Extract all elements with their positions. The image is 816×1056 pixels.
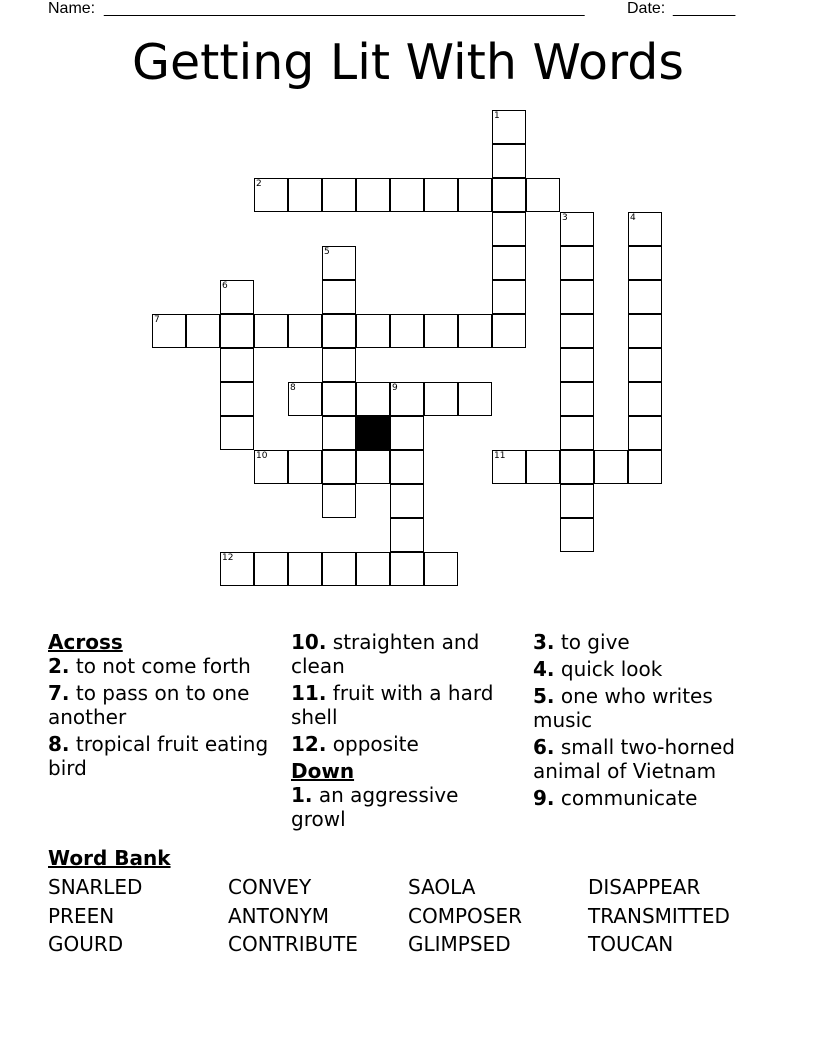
grid-cell[interactable] — [458, 314, 492, 348]
clue-number: 5. — [533, 684, 555, 708]
grid-cell[interactable] — [288, 552, 322, 586]
word-bank-word: TOUCAN — [588, 932, 674, 956]
grid-cell[interactable] — [322, 450, 356, 484]
clue-across-10 — [291, 630, 516, 678]
cell-number: 2 — [256, 179, 262, 189]
grid-cell[interactable] — [560, 416, 594, 450]
clue-down-6 — [533, 735, 773, 783]
clues-column-1 — [48, 630, 273, 783]
grid-cell[interactable] — [220, 280, 254, 314]
clue-text: to pass on to one another — [48, 681, 250, 729]
clue-number: 1. — [291, 783, 313, 807]
clue-down-1 — [291, 783, 516, 831]
date-label: Date: — [627, 0, 666, 17]
clue-number: 6. — [533, 735, 555, 759]
clue-down-4 — [533, 657, 773, 681]
grid-cell[interactable] — [152, 314, 186, 348]
grid-cell[interactable] — [560, 518, 594, 552]
grid-cell[interactable] — [424, 552, 458, 586]
grid-cell[interactable] — [390, 484, 424, 518]
word-bank-word: GOURD — [48, 932, 124, 956]
grid-cell[interactable] — [492, 178, 526, 212]
grid-cell[interactable] — [492, 110, 526, 144]
clue-number: 8. — [48, 732, 70, 756]
grid-cell[interactable] — [288, 382, 322, 416]
grid-cell[interactable] — [526, 450, 560, 484]
grid-cell[interactable] — [186, 314, 220, 348]
clue-across-11 — [291, 681, 516, 729]
clue-across-8 — [48, 732, 273, 780]
grid-cell[interactable] — [560, 484, 594, 518]
clues-column-2 — [291, 630, 516, 834]
grid-cell[interactable] — [322, 314, 356, 348]
grid-cell[interactable] — [220, 382, 254, 416]
word-bank-word: DISAPPEAR — [588, 875, 701, 899]
grid-cell[interactable] — [254, 450, 288, 484]
grid-cell[interactable] — [458, 382, 492, 416]
grid-cell[interactable] — [356, 552, 390, 586]
cell-number: 1 — [494, 111, 500, 121]
grid-cell[interactable] — [390, 552, 424, 586]
clue-text: communicate — [560, 786, 698, 810]
down-heading: Down — [291, 759, 355, 783]
grid-cell[interactable] — [322, 246, 356, 280]
clues-column-3 — [533, 630, 773, 813]
grid-cell[interactable] — [254, 314, 288, 348]
word-bank-word: GLIMPSED — [408, 932, 511, 956]
grid-cell[interactable] — [560, 450, 594, 484]
clue-across-7 — [48, 681, 273, 729]
clue-number: 4. — [533, 657, 555, 681]
word-bank-word: SNARLED — [48, 875, 143, 899]
grid-cell[interactable] — [322, 382, 356, 416]
clue-text: quick look — [560, 657, 663, 681]
cell-number: 9 — [392, 383, 398, 393]
grid-cell[interactable] — [288, 178, 322, 212]
cell-number: 12 — [222, 553, 234, 563]
date-line: _______ — [673, 0, 736, 17]
cell-number: 4 — [630, 213, 636, 223]
clue-text: to not come forth — [75, 654, 251, 678]
word-bank-heading: Word Bank — [48, 846, 171, 870]
grid-cell[interactable] — [288, 450, 322, 484]
word-bank-word: COMPOSER — [408, 904, 522, 928]
cell-number: 8 — [290, 383, 296, 393]
word-bank-word: PREEN — [48, 904, 115, 928]
grid-cell[interactable] — [322, 348, 356, 382]
grid-cell[interactable] — [254, 552, 288, 586]
clue-down-5 — [533, 684, 773, 732]
grid-cell[interactable] — [594, 450, 628, 484]
grid-cell[interactable] — [356, 450, 390, 484]
word-bank-word: CONVEY — [228, 875, 312, 899]
grid-cell[interactable] — [628, 348, 662, 382]
grid-cell[interactable] — [492, 450, 526, 484]
grid-cell[interactable] — [220, 416, 254, 450]
grid-cell[interactable] — [492, 144, 526, 178]
word-bank-word: CONTRIBUTE — [228, 932, 358, 956]
clue-text: straighten and clean — [291, 630, 480, 678]
clue-number: 7. — [48, 681, 70, 705]
clue-text: opposite — [332, 732, 419, 756]
clue-number: 3. — [533, 630, 555, 654]
grid-cell[interactable] — [390, 178, 424, 212]
grid-cell[interactable] — [560, 212, 594, 246]
cell-number: 6 — [222, 281, 228, 291]
clue-down-9 — [533, 786, 773, 810]
grid-cell[interactable] — [390, 382, 424, 416]
clue-text: one who writes music — [533, 684, 713, 732]
clue-number: 10. — [291, 630, 327, 654]
grid-cell[interactable] — [322, 484, 356, 518]
clue-text: an aggressive growl — [291, 783, 459, 831]
clue-across-12 — [291, 732, 516, 756]
grid-cell[interactable] — [424, 178, 458, 212]
puzzle-title: Getting Lit With Words — [132, 34, 684, 91]
across-heading: Across — [48, 630, 123, 654]
grid-cell[interactable] — [356, 382, 390, 416]
grid-cell[interactable] — [288, 314, 322, 348]
grid-cell[interactable] — [628, 382, 662, 416]
grid-cell[interactable] — [560, 314, 594, 348]
name-line: ______________________________________________________ — [104, 0, 585, 17]
black-square — [356, 416, 390, 450]
grid-cell[interactable] — [560, 348, 594, 382]
grid-cell[interactable] — [492, 314, 526, 348]
grid-cell[interactable] — [628, 212, 662, 246]
grid-cell[interactable] — [526, 178, 560, 212]
word-bank-word: ANTONYM — [228, 904, 330, 928]
grid-cell[interactable] — [322, 178, 356, 212]
clue-number: 12. — [291, 732, 327, 756]
cell-number: 3 — [562, 213, 568, 223]
clue-text: small two-horned animal of Vietnam — [533, 735, 735, 783]
word-bank-word: TRANSMITTED — [588, 904, 730, 928]
grid-cell[interactable] — [458, 178, 492, 212]
grid-cell[interactable] — [356, 314, 390, 348]
grid-cell[interactable] — [492, 246, 526, 280]
grid-cell[interactable] — [628, 450, 662, 484]
grid-cell[interactable] — [628, 314, 662, 348]
grid-cell[interactable] — [390, 314, 424, 348]
word-bank-word: SAOLA — [408, 875, 476, 899]
grid-cell[interactable] — [220, 314, 254, 348]
grid-cell[interactable] — [390, 450, 424, 484]
clue-across-2 — [48, 654, 273, 678]
grid-cell[interactable] — [322, 280, 356, 314]
clue-number: 2. — [48, 654, 70, 678]
grid-cell[interactable] — [492, 280, 526, 314]
cell-number: 7 — [154, 315, 160, 325]
clue-text: fruit with a hard shell — [291, 681, 494, 729]
grid-cell[interactable] — [492, 212, 526, 246]
grid-cell[interactable] — [424, 314, 458, 348]
clue-number: 11. — [291, 681, 327, 705]
cell-number: 5 — [324, 247, 330, 257]
grid-cell[interactable] — [220, 552, 254, 586]
grid-cell[interactable] — [628, 416, 662, 450]
grid-cell[interactable] — [220, 348, 254, 382]
clue-down-3 — [533, 630, 773, 654]
grid-cell[interactable] — [560, 382, 594, 416]
cell-number: 10 — [256, 451, 268, 461]
grid-cell[interactable] — [322, 416, 356, 450]
grid-cell[interactable] — [390, 518, 424, 552]
clue-number: 9. — [533, 786, 555, 810]
grid-cell[interactable] — [356, 178, 390, 212]
grid-cell[interactable] — [560, 280, 594, 314]
clue-text: to give — [560, 630, 630, 654]
clue-text: tropical fruit eating bird — [48, 732, 269, 780]
grid-cell[interactable] — [254, 178, 288, 212]
grid-cell[interactable] — [424, 382, 458, 416]
grid-cell[interactable] — [322, 552, 356, 586]
grid-cell[interactable] — [390, 416, 424, 450]
cell-number: 11 — [494, 451, 506, 461]
grid-cell[interactable] — [628, 280, 662, 314]
grid-cell[interactable] — [628, 246, 662, 280]
grid-cell[interactable] — [560, 246, 594, 280]
name-label: Name: — [48, 0, 96, 17]
